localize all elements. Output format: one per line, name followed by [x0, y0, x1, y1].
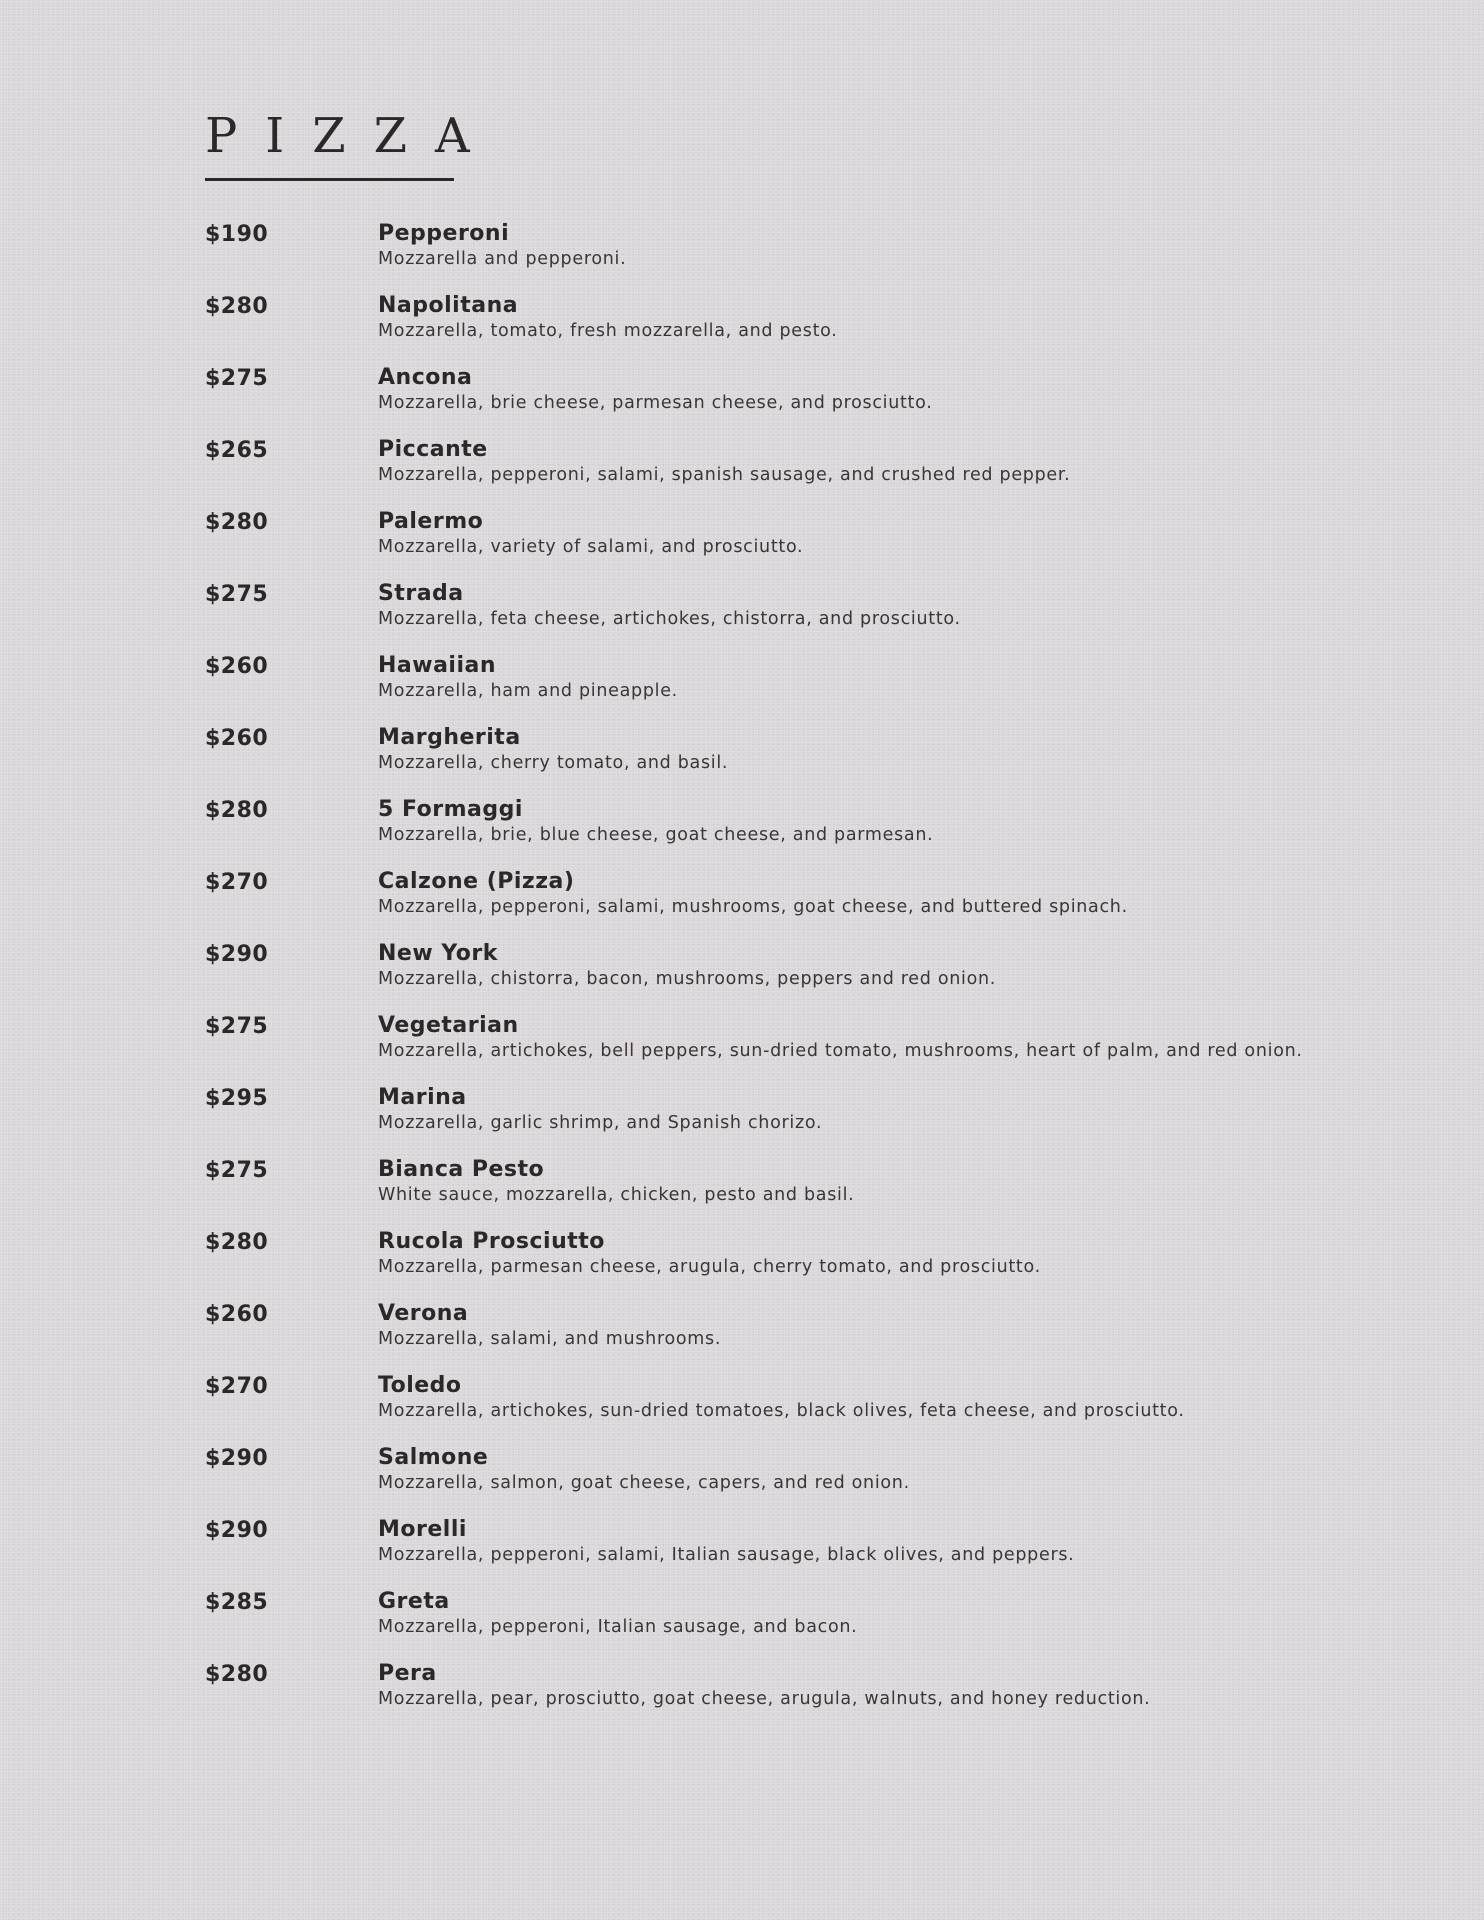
- item-name: Ancona: [378, 365, 473, 390]
- menu-item: [205, 1301, 1335, 1352]
- item-body: [378, 869, 1335, 920]
- item-body: [378, 293, 1335, 344]
- item-price: $280: [205, 1230, 269, 1255]
- item-description: Mozzarella, artichokes, sun-dried tomatoes, black olives, feta cheese, and prosciutto.: [378, 1401, 1185, 1421]
- item-name: Greta: [378, 1589, 450, 1614]
- item-description: Mozzarella, salami, and mushrooms.: [378, 1329, 722, 1349]
- menu-item: [205, 725, 1335, 776]
- menu-item: [205, 869, 1335, 920]
- item-price: $190: [205, 222, 269, 247]
- menu-item: [205, 1085, 1335, 1136]
- item-description: Mozzarella, salmon, goat cheese, capers, and red onion.: [378, 1473, 910, 1493]
- item-name: Rucola Prosciutto: [378, 1229, 605, 1254]
- item-name: Toledo: [378, 1373, 462, 1398]
- item-price: $285: [205, 1590, 269, 1615]
- menu-item: [205, 941, 1335, 992]
- menu-item: [205, 797, 1335, 848]
- item-body: [378, 1517, 1335, 1568]
- item-body: [378, 221, 1335, 272]
- menu-item: [205, 1589, 1335, 1640]
- menu-item: [205, 1445, 1335, 1496]
- item-price: $280: [205, 294, 269, 319]
- item-price: $280: [205, 1662, 269, 1687]
- item-body: [378, 365, 1335, 416]
- menu-item: [205, 365, 1335, 416]
- item-name: Napolitana: [378, 293, 519, 318]
- item-description: Mozzarella, garlic shrimp, and Spanish chorizo.: [378, 1113, 823, 1133]
- item-body: [378, 653, 1335, 704]
- item-description: Mozzarella, ham and pineapple.: [378, 681, 678, 701]
- item-body: [378, 437, 1335, 488]
- item-price: $290: [205, 1518, 269, 1543]
- item-description: Mozzarella, variety of salami, and prosciutto.: [378, 537, 804, 557]
- menu-page: [205, 108, 1335, 1733]
- menu-item: [205, 1013, 1335, 1064]
- item-price: $270: [205, 1374, 269, 1399]
- item-name: Pepperoni: [378, 221, 510, 246]
- item-price: $280: [205, 798, 269, 823]
- menu-item: [205, 437, 1335, 488]
- menu-item: [205, 509, 1335, 560]
- item-name: Bianca Pesto: [378, 1157, 545, 1182]
- item-body: [378, 1013, 1335, 1064]
- item-description: Mozzarella, brie cheese, parmesan cheese, and prosciutto.: [378, 393, 933, 413]
- item-name: Strada: [378, 581, 464, 606]
- item-price: $260: [205, 726, 269, 751]
- item-body: [378, 581, 1335, 632]
- menu-title: PIZZA: [205, 108, 498, 164]
- item-price: $260: [205, 1302, 269, 1327]
- menu-item: [205, 653, 1335, 704]
- item-name: Vegetarian: [378, 1013, 519, 1038]
- item-body: [378, 1589, 1335, 1640]
- menu-item: [205, 293, 1335, 344]
- item-price: $265: [205, 438, 269, 463]
- item-name: 5 Formaggi: [378, 797, 523, 822]
- menu-item: [205, 1517, 1335, 1568]
- item-name: Verona: [378, 1301, 469, 1326]
- item-price: $290: [205, 942, 269, 967]
- item-name: Salmone: [378, 1445, 489, 1470]
- item-price: $275: [205, 582, 269, 607]
- item-description: Mozzarella, pepperoni, Italian sausage, and bacon.: [378, 1617, 858, 1637]
- item-body: [378, 1229, 1335, 1280]
- menu-item: [205, 221, 1335, 272]
- item-description: Mozzarella, brie, blue cheese, goat cheese, and parmesan.: [378, 825, 934, 845]
- item-name: Pera: [378, 1661, 437, 1686]
- item-description: Mozzarella and pepperoni.: [378, 249, 627, 269]
- menu-item: [205, 1661, 1335, 1712]
- item-price: $275: [205, 1158, 269, 1183]
- item-price: $290: [205, 1446, 269, 1471]
- item-price: $275: [205, 1014, 269, 1039]
- menu-item: [205, 1373, 1335, 1424]
- item-body: [378, 1157, 1335, 1208]
- item-name: Margherita: [378, 725, 521, 750]
- item-description: White sauce, mozzarella, chicken, pesto and basil.: [378, 1185, 855, 1205]
- item-name: Morelli: [378, 1517, 467, 1542]
- item-name: Marina: [378, 1085, 467, 1110]
- item-description: Mozzarella, pear, prosciutto, goat cheese, arugula, walnuts, and honey reduction.: [378, 1689, 1151, 1709]
- item-description: Mozzarella, pepperoni, salami, mushrooms, goat cheese, and buttered spinach.: [378, 897, 1128, 917]
- item-body: [378, 1445, 1335, 1496]
- item-price: $270: [205, 870, 269, 895]
- item-name: New York: [378, 941, 498, 966]
- item-body: [378, 1085, 1335, 1136]
- item-description: Mozzarella, chistorra, bacon, mushrooms, peppers and red onion.: [378, 969, 997, 989]
- item-description: Mozzarella, feta cheese, artichokes, chistorra, and prosciutto.: [378, 609, 961, 629]
- item-name: Calzone (Pizza): [378, 869, 575, 894]
- item-price: $275: [205, 366, 269, 391]
- item-description: Mozzarella, parmesan cheese, arugula, cherry tomato, and prosciutto.: [378, 1257, 1041, 1277]
- item-name: Hawaiian: [378, 653, 497, 678]
- menu-item: [205, 1157, 1335, 1208]
- item-name: Palermo: [378, 509, 484, 534]
- item-body: [378, 797, 1335, 848]
- item-body: [378, 509, 1335, 560]
- item-price: $295: [205, 1086, 269, 1111]
- item-body: [378, 941, 1335, 992]
- item-description: Mozzarella, tomato, fresh mozzarella, and pesto.: [378, 321, 838, 341]
- item-body: [378, 725, 1335, 776]
- title-underline: [205, 178, 454, 181]
- item-body: [378, 1661, 1335, 1712]
- item-description: Mozzarella, pepperoni, salami, Italian sausage, black olives, and peppers.: [378, 1545, 1075, 1565]
- menu-list: [205, 221, 1335, 1712]
- item-price: $260: [205, 654, 269, 679]
- item-description: Mozzarella, pepperoni, salami, spanish sausage, and crushed red pepper.: [378, 465, 1071, 485]
- item-description: Mozzarella, artichokes, bell peppers, sun-dried tomato, mushrooms, heart of palm, and red onion.: [378, 1041, 1303, 1061]
- item-description: Mozzarella, cherry tomato, and basil.: [378, 753, 729, 773]
- item-body: [378, 1301, 1335, 1352]
- item-price: $280: [205, 510, 269, 535]
- item-name: Piccante: [378, 437, 488, 462]
- menu-item: [205, 1229, 1335, 1280]
- item-body: [378, 1373, 1335, 1424]
- menu-item: [205, 581, 1335, 632]
